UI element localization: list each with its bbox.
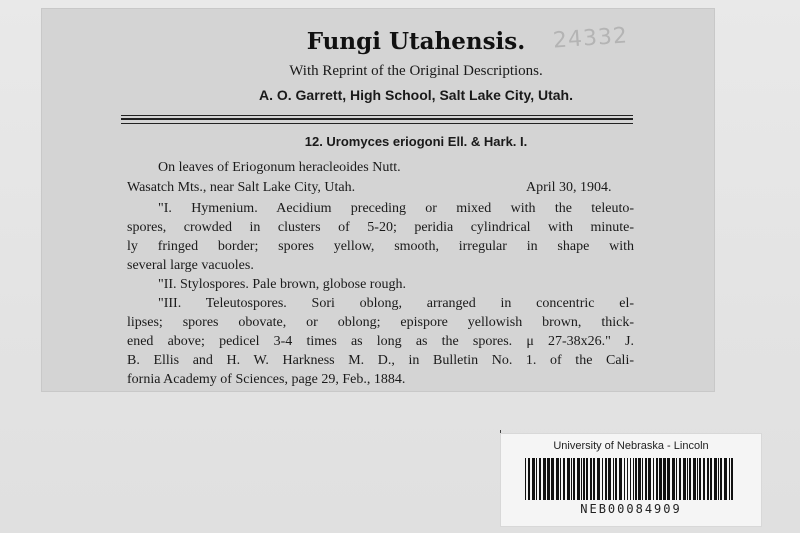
barcode-bar — [638, 458, 641, 500]
barcode-bar — [697, 458, 698, 500]
barcode-bar — [581, 458, 582, 500]
label-subtitle: With Reprint of the Original Descriptions. — [289, 63, 543, 79]
barcode-bar — [683, 458, 686, 500]
barcode-bar — [613, 458, 614, 500]
divider-rule — [121, 115, 633, 116]
barcode-bar — [532, 458, 535, 500]
barcode-bar — [602, 458, 603, 500]
collection-date: April 30, 1904. — [526, 180, 612, 195]
barcode-bar — [586, 458, 588, 500]
barcode-bar — [583, 458, 585, 500]
barcode-bar — [724, 458, 727, 500]
barcode-bar — [556, 458, 559, 500]
barcode-bar — [567, 458, 570, 500]
barcode-bar — [731, 458, 733, 500]
barcode-bar — [710, 458, 712, 500]
description-line: several large vacuoles. — [127, 258, 254, 273]
barcode-bar — [693, 458, 696, 500]
barcode-bar — [729, 458, 730, 500]
barcode-bar — [597, 458, 600, 500]
description-line: "I. Hymenium. Aecidium preceding or mixed with the teleuto- — [158, 201, 634, 216]
barcode-bar — [573, 458, 575, 500]
barcode-bar — [699, 458, 701, 500]
barcode-bar — [525, 458, 526, 500]
barcode-bar — [627, 458, 628, 500]
barcode-bar — [547, 458, 550, 500]
barcode-bar — [656, 458, 658, 500]
barcode-bar — [707, 458, 709, 500]
barcode-bar — [718, 458, 719, 500]
institution-name: University of Nebraska - Lincoln — [553, 440, 709, 452]
barcode-bar — [703, 458, 705, 500]
host-line: On leaves of Eriogonum heracleoides Nutt. — [158, 160, 401, 175]
barcode-bar — [630, 458, 631, 500]
barcode-bar — [563, 458, 565, 500]
locality-line: Wasatch Mts., near Salt Lake City, Utah. — [127, 180, 356, 195]
barcode-bar — [672, 458, 675, 500]
barcode-bar — [605, 458, 607, 500]
description-line: "II. Stylospores. Pale brown, globose rough. — [158, 277, 406, 292]
description-line: ened above; pedicel 3-4 times as long as the spores. μ 27-38x26." J. — [127, 334, 634, 349]
barcode-bar — [536, 458, 537, 500]
specimen-label — [41, 8, 715, 392]
description-line: fornia Academy of Sciences, page 29, Feb., 1884. — [127, 372, 406, 387]
barcode-bar — [689, 458, 691, 500]
barcode-bar — [645, 458, 647, 500]
barcode-bar — [571, 458, 572, 500]
divider-rule — [121, 118, 633, 120]
label-title: Fungi Utahensis. — [306, 28, 526, 55]
barcode-bar — [633, 458, 634, 500]
barcode-bar — [619, 458, 622, 500]
barcode-bar — [551, 458, 554, 500]
barcode-bar — [663, 458, 666, 500]
barcode-bar — [653, 458, 654, 500]
barcode-bar — [714, 458, 717, 500]
barcode-bar — [543, 458, 546, 500]
barcode-bar — [659, 458, 662, 500]
barcode-bar — [593, 458, 595, 500]
barcode-bar — [687, 458, 688, 500]
barcode-bar — [624, 458, 625, 500]
barcode-bar — [615, 458, 617, 500]
divider-rule — [121, 123, 633, 124]
description-line: ly fringed border; spores yellow, smooth, irregular in shape with — [127, 239, 634, 254]
label-author: A. O. Garrett, High School, Salt Lake City, Utah. — [258, 87, 573, 103]
description-line: spores, crowded in clusters of 5-20; peridia cylindrical with minute- — [127, 220, 634, 235]
barcode-bar — [648, 458, 651, 500]
barcode-bar — [590, 458, 592, 500]
barcode-bar — [635, 458, 637, 500]
barcode-bar — [577, 458, 580, 500]
barcode-label — [500, 433, 762, 527]
barcode-bar — [676, 458, 677, 500]
barcode-bar — [560, 458, 561, 500]
species-heading: 12. Uromyces eriogoni Ell. & Hark. I. — [304, 134, 528, 149]
barcode-bar — [720, 458, 722, 500]
handwritten-accession-number: 24332 — [552, 23, 629, 54]
barcode-number: NEB00084909 — [580, 502, 682, 516]
description-line: B. Ellis and H. W. Harkness M. D., in Bulletin No. 1. of the Cali- — [127, 353, 634, 368]
barcode-bar — [528, 458, 530, 500]
barcode-bar — [642, 458, 643, 500]
barcode-bar — [539, 458, 541, 500]
barcode-bar — [667, 458, 670, 500]
description-line: "III. Teleutospores. Sori oblong, arranged in concentric el- — [158, 296, 634, 311]
barcode-bar — [608, 458, 611, 500]
barcode-bar — [679, 458, 681, 500]
barcode-image — [525, 458, 737, 500]
description-line: lipses; spores obovate, or oblong; epispore yellowish brown, thick- — [127, 315, 634, 330]
